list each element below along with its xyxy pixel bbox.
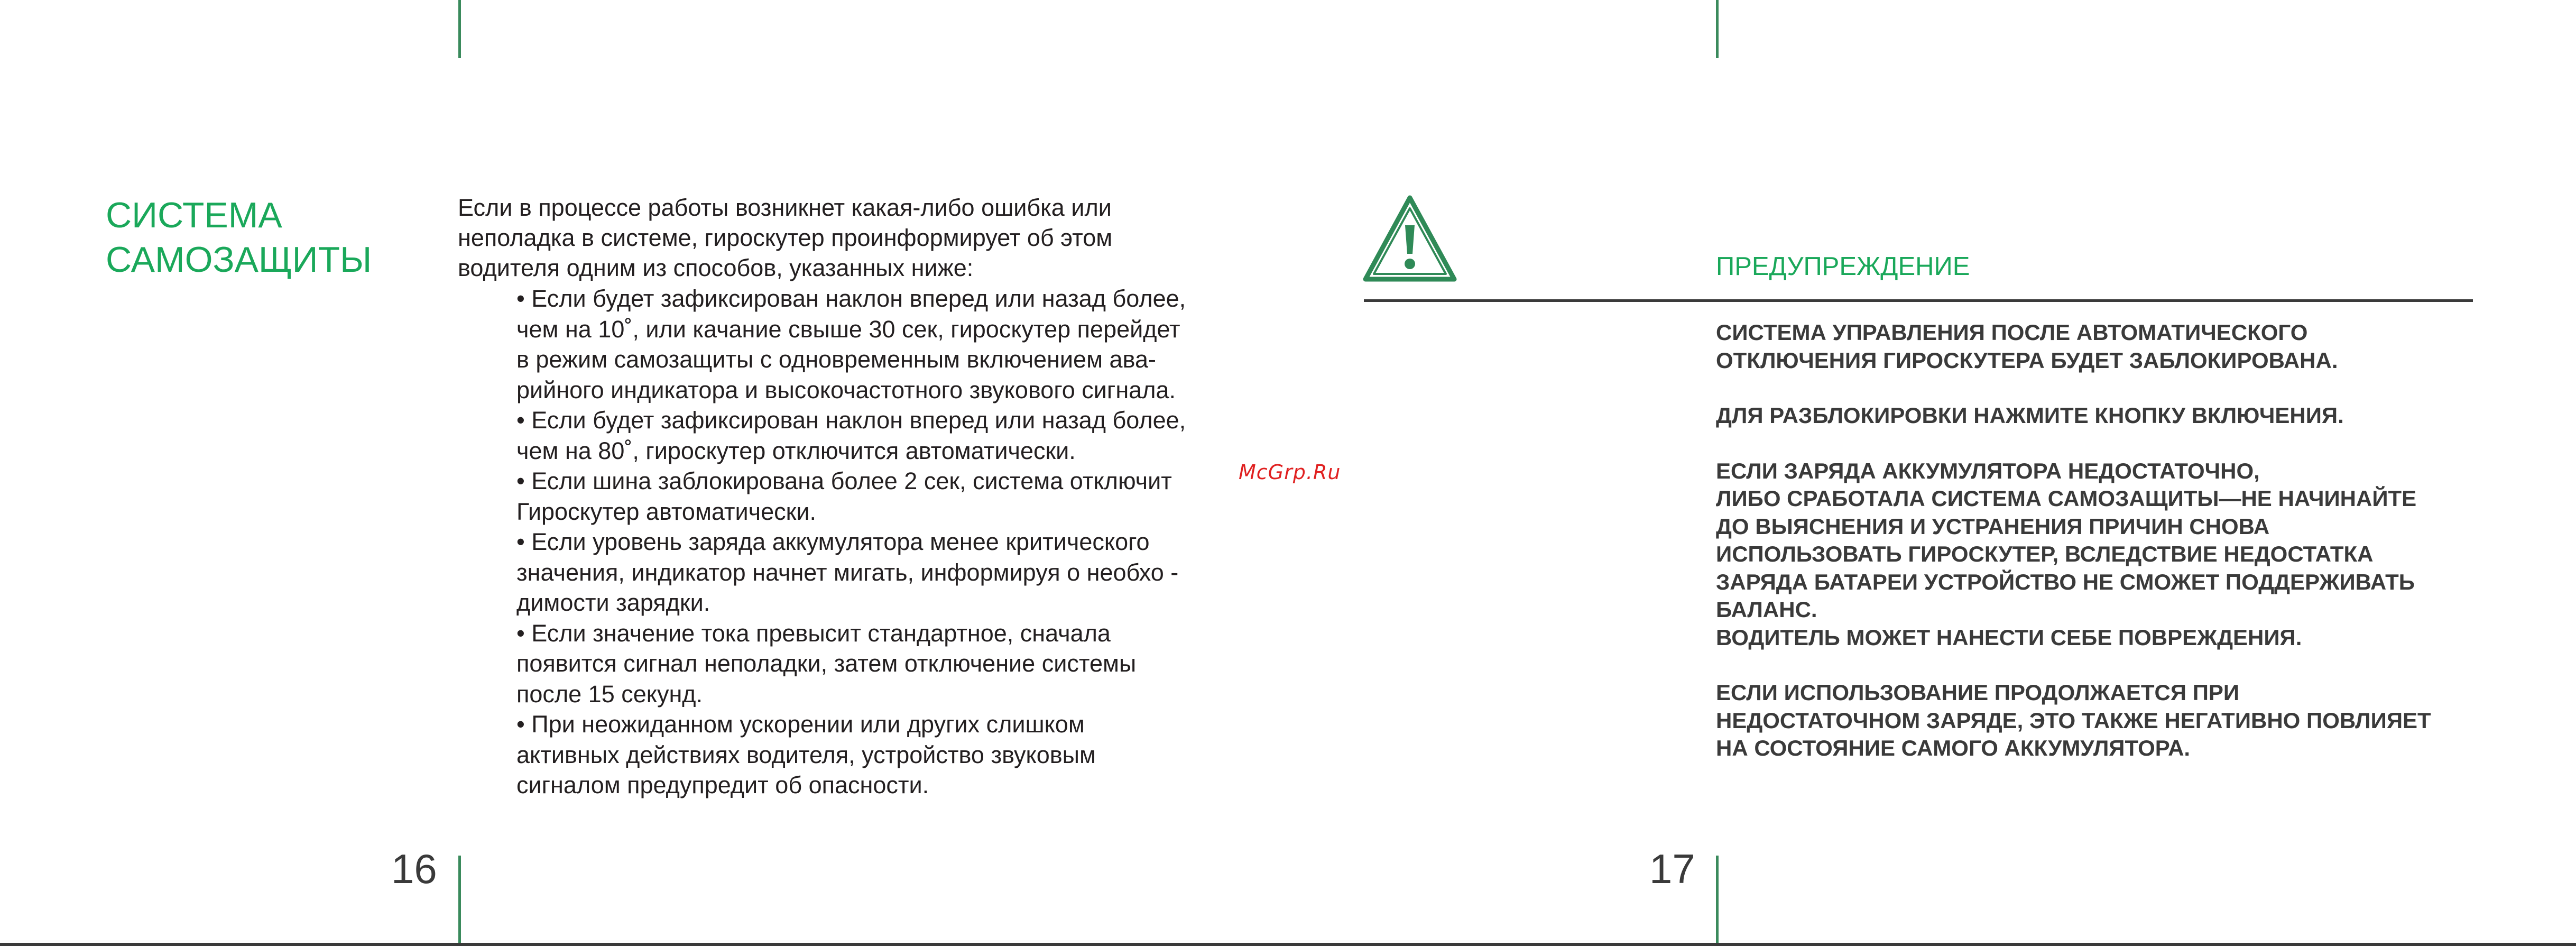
intro-paragraph — [458, 192, 1198, 283]
warning-body — [1716, 319, 2477, 790]
warning-line: БАЛАНС. — [1716, 597, 1817, 622]
warning-triangle-icon — [1362, 195, 1457, 282]
warning-paragraph — [1716, 457, 2477, 652]
list-item-line: значения, индикатор начнет мигать, информируя о необхо - — [516, 558, 1179, 586]
self-protection-list — [516, 283, 1235, 801]
intro-line: неполадка в системе, гироскутер проинформирует об этом — [458, 224, 1113, 251]
warning-line: ВОДИТЕЛЬ МОЖЕТ НАНЕСТИ СЕБЕ ПОВРЕЖДЕНИЯ. — [1716, 624, 2302, 650]
warning-line: ИСПОЛЬЗОВАТЬ ГИРОСКУТЕР, ВСЛЕДСТВИЕ НЕДОСТАТКА — [1716, 541, 2374, 566]
list-item — [516, 466, 1235, 527]
page-number-right: 17 — [1649, 846, 1695, 892]
warning-paragraph — [1716, 402, 2477, 430]
warning-line: НА СОСТОЯНИЕ САМОГО АККУМУЛЯТОРА. — [1716, 736, 2191, 760]
list-item-line: • Если будет зафиксирован наклон вперед или назад более, — [516, 407, 1186, 434]
list-item-line: чем на 10˚, или качание свыше 30 сек, гироскутер перейдет — [516, 315, 1180, 343]
watermark: McGrp.Ru — [1239, 461, 1341, 484]
right-bottom-margin-line — [1716, 856, 1719, 946]
warning-line: ДО ВЫЯСНЕНИЯ И УСТРАНЕНИЯ ПРИЧИН СНОВА — [1716, 513, 2270, 539]
warning-line: ДЛЯ РАЗБЛОКИРОВКИ НАЖМИТЕ КНОПКУ ВКЛЮЧЕНИЯ. — [1716, 403, 2344, 428]
list-item-line: • Если будет зафиксирован наклон вперед или назад более, — [516, 285, 1186, 312]
list-item — [516, 618, 1235, 710]
list-item-line: • Если уровень заряда аккумулятора менее критического — [516, 528, 1150, 555]
warning-line: ЕСЛИ ИСПОЛЬЗОВАНИЕ ПРОДОЛЖАЕТСЯ ПРИ — [1716, 680, 2240, 705]
list-item-line: димости зарядки. — [516, 589, 710, 616]
warning-divider — [1364, 299, 2473, 302]
section-title-line: СИСТЕМА — [106, 195, 282, 235]
list-item-line: • Если шина заблокирована более 2 сек, система отключит — [516, 467, 1172, 494]
warning-line: ЗАРЯДА БАТАРЕИ УСТРОЙСТВО НЕ СМОЖЕТ ПОДДЕРЖИВАТЬ — [1716, 569, 2415, 594]
page-number-left: 16 — [391, 846, 437, 892]
list-item-line: рийного индикатора и высокочастотного звукового сигнала. — [516, 376, 1176, 403]
list-item-line: чем на 80˚, гироскутер отключится автоматически. — [516, 437, 1076, 464]
list-item — [516, 709, 1235, 801]
list-item-line: Гироскутер автоматически. — [516, 498, 816, 525]
list-item-line: • Если значение тока превысит стандартное, сначала — [516, 619, 1111, 647]
list-item-line: сигналом предупредит об опасности. — [516, 772, 929, 798]
warning-line: СИСТЕМА УПРАВЛЕНИЯ ПОСЛЕ АВТОМАТИЧЕСКОГО — [1716, 320, 2308, 345]
right-top-margin-line — [1716, 0, 1719, 58]
warning-paragraph — [1716, 679, 2477, 763]
list-item-line: активных действиях водителя, устройство звуковым — [516, 741, 1096, 768]
list-item-line: в режим самозащиты с одновременным включением ава- — [516, 346, 1156, 373]
list-item — [516, 527, 1235, 618]
bottom-rule — [0, 943, 2576, 946]
warning-paragraph — [1716, 319, 2477, 374]
list-item — [516, 405, 1235, 466]
list-item-line: • При неожиданном ускорении или других слишком — [516, 711, 1085, 738]
section-title-line: САМОЗАЩИТЫ — [106, 240, 372, 280]
warning-line: НЕДОСТАТОЧНОМ ЗАРЯДЕ, ЭТО ТАКЖЕ НЕГАТИВНО ПОВЛИЯЕТ — [1716, 708, 2431, 733]
left-bottom-margin-line — [458, 856, 461, 946]
warning-line: ЕСЛИ ЗАРЯДА АККУМУЛЯТОРА НЕДОСТАТОЧНО, — [1716, 458, 2260, 483]
section-title — [106, 193, 372, 282]
warning-heading: ПРЕДУПРЕЖДЕНИЕ — [1716, 252, 1970, 281]
warning-line: ЛИБО СРАБОТАЛА СИСТЕМА САМОЗАЩИТЫ—НЕ НАЧИНАЙТЕ — [1716, 486, 2417, 511]
intro-line: водителя одним из способов, указанных ниже: — [458, 254, 974, 281]
left-top-margin-line — [458, 0, 461, 58]
list-item-line: после 15 секунд. — [516, 680, 703, 708]
list-item-line: появится сигнал неполадки, затем отключение системы — [516, 650, 1137, 677]
intro-line: Если в процессе работы возникнет какая-либо ошибка или — [458, 194, 1112, 221]
warning-line: ОТКЛЮЧЕНИЯ ГИРОСКУТЕРА БУДЕТ ЗАБЛОКИРОВАНА. — [1716, 347, 2338, 373]
list-item — [516, 283, 1235, 405]
